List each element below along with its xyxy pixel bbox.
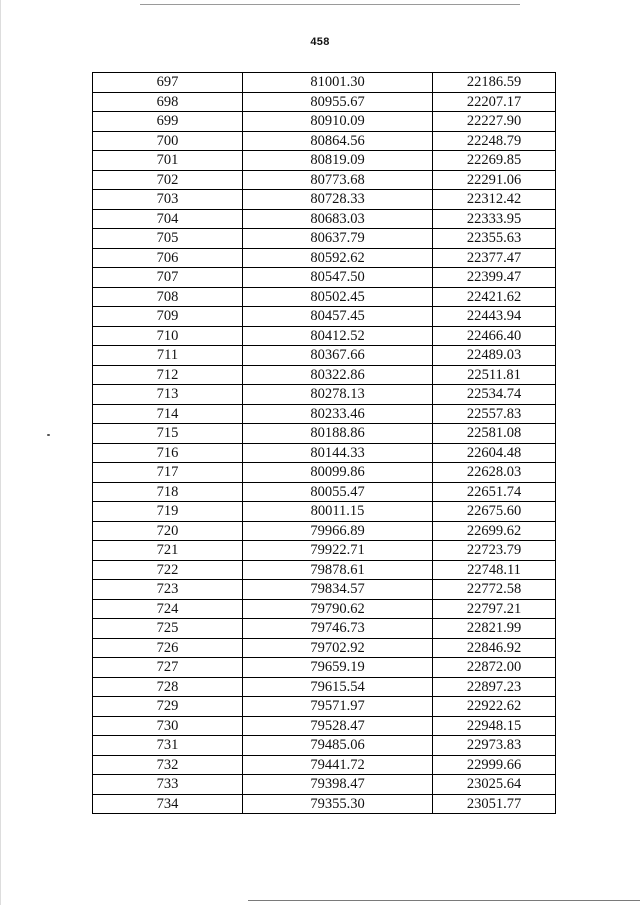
- value-a-cell: 79834.57: [243, 580, 433, 600]
- row-index-cell: 698: [93, 92, 243, 112]
- value-b-cell: 22557.83: [433, 404, 556, 424]
- scan-speck: [47, 434, 50, 436]
- table-row: [93, 112, 556, 132]
- value-a-cell: 80773.68: [243, 170, 433, 190]
- row-index-cell: 720: [93, 521, 243, 541]
- value-b-cell: 22227.90: [433, 112, 556, 132]
- value-a-cell: 80278.13: [243, 385, 433, 405]
- table-row: [93, 268, 556, 288]
- value-b-cell: 22846.92: [433, 638, 556, 658]
- value-b-cell: 22748.11: [433, 560, 556, 580]
- row-index-cell: 723: [93, 580, 243, 600]
- row-index-cell: 731: [93, 736, 243, 756]
- page-left-edge: [0, 0, 1, 905]
- table-body: [93, 73, 556, 814]
- row-index-cell: 733: [93, 775, 243, 795]
- row-index-cell: 713: [93, 385, 243, 405]
- row-index-cell: 724: [93, 599, 243, 619]
- row-index-cell: 712: [93, 365, 243, 385]
- row-index-cell: 701: [93, 151, 243, 171]
- row-index-cell: 710: [93, 326, 243, 346]
- value-b-cell: 22248.79: [433, 131, 556, 151]
- value-b-cell: 23051.77: [433, 794, 556, 814]
- value-a-cell: 80011.15: [243, 502, 433, 522]
- value-b-cell: 22377.47: [433, 248, 556, 268]
- table-row: [93, 424, 556, 444]
- value-a-cell: 80864.56: [243, 131, 433, 151]
- row-index-cell: 711: [93, 346, 243, 366]
- table-row: [93, 151, 556, 171]
- row-index-cell: 725: [93, 619, 243, 639]
- row-index-cell: 726: [93, 638, 243, 658]
- value-a-cell: 80233.46: [243, 404, 433, 424]
- row-index-cell: 732: [93, 755, 243, 775]
- value-b-cell: 22999.66: [433, 755, 556, 775]
- value-b-cell: 22333.95: [433, 209, 556, 229]
- value-b-cell: 22489.03: [433, 346, 556, 366]
- table-row: [93, 346, 556, 366]
- value-b-cell: 22421.62: [433, 287, 556, 307]
- value-b-cell: 22897.23: [433, 677, 556, 697]
- row-index-cell: 703: [93, 190, 243, 210]
- table-row: [93, 736, 556, 756]
- value-b-cell: 22723.79: [433, 541, 556, 561]
- value-a-cell: 80144.33: [243, 443, 433, 463]
- row-index-cell: 716: [93, 443, 243, 463]
- value-a-cell: 79702.92: [243, 638, 433, 658]
- value-b-cell: 22312.42: [433, 190, 556, 210]
- value-b-cell: 22511.81: [433, 365, 556, 385]
- table-row: [93, 794, 556, 814]
- value-a-cell: 80728.33: [243, 190, 433, 210]
- value-a-cell: 79790.62: [243, 599, 433, 619]
- value-b-cell: 22399.47: [433, 268, 556, 288]
- row-index-cell: 700: [93, 131, 243, 151]
- table-row: [93, 73, 556, 93]
- value-a-cell: 79398.47: [243, 775, 433, 795]
- value-b-cell: 22581.08: [433, 424, 556, 444]
- row-index-cell: 721: [93, 541, 243, 561]
- row-index-cell: 719: [93, 502, 243, 522]
- table-row: [93, 229, 556, 249]
- row-index-cell: 722: [93, 560, 243, 580]
- value-a-cell: 79922.71: [243, 541, 433, 561]
- table-row: [93, 541, 556, 561]
- table-row: [93, 599, 556, 619]
- value-a-cell: 80637.79: [243, 229, 433, 249]
- row-index-cell: 729: [93, 697, 243, 717]
- table-row: [93, 716, 556, 736]
- table-row: [93, 697, 556, 717]
- value-a-cell: 80910.09: [243, 112, 433, 132]
- row-index-cell: 718: [93, 482, 243, 502]
- value-b-cell: 22772.58: [433, 580, 556, 600]
- row-index-cell: 717: [93, 463, 243, 483]
- value-a-cell: 79355.30: [243, 794, 433, 814]
- bottom-scan-rule: [248, 900, 640, 901]
- value-b-cell: 22797.21: [433, 599, 556, 619]
- value-b-cell: 22466.40: [433, 326, 556, 346]
- table-row: [93, 385, 556, 405]
- table-row: [93, 638, 556, 658]
- value-a-cell: 79966.89: [243, 521, 433, 541]
- value-a-cell: 80547.50: [243, 268, 433, 288]
- table-row: [93, 443, 556, 463]
- table-row: [93, 131, 556, 151]
- table-row: [93, 463, 556, 483]
- value-b-cell: 22821.99: [433, 619, 556, 639]
- value-a-cell: 80592.62: [243, 248, 433, 268]
- table-row: [93, 248, 556, 268]
- table-row: [93, 307, 556, 327]
- row-index-cell: 728: [93, 677, 243, 697]
- table-row: [93, 658, 556, 678]
- value-a-cell: 79441.72: [243, 755, 433, 775]
- value-b-cell: 22973.83: [433, 736, 556, 756]
- value-a-cell: 80367.66: [243, 346, 433, 366]
- value-a-cell: 80502.45: [243, 287, 433, 307]
- value-b-cell: 22207.17: [433, 92, 556, 112]
- value-b-cell: 22651.74: [433, 482, 556, 502]
- value-a-cell: 79659.19: [243, 658, 433, 678]
- value-a-cell: 79571.97: [243, 697, 433, 717]
- value-b-cell: 22534.74: [433, 385, 556, 405]
- value-a-cell: 80188.86: [243, 424, 433, 444]
- value-b-cell: 22443.94: [433, 307, 556, 327]
- top-scan-rule: [140, 4, 520, 5]
- row-index-cell: 715: [93, 424, 243, 444]
- row-index-cell: 730: [93, 716, 243, 736]
- table-row: [93, 209, 556, 229]
- table-row: [93, 755, 556, 775]
- table-row: [93, 92, 556, 112]
- value-b-cell: 22699.62: [433, 521, 556, 541]
- row-index-cell: 709: [93, 307, 243, 327]
- data-table: [92, 72, 556, 814]
- value-a-cell: 81001.30: [243, 73, 433, 93]
- value-b-cell: 22922.62: [433, 697, 556, 717]
- value-b-cell: 22269.85: [433, 151, 556, 171]
- table-row: [93, 580, 556, 600]
- row-index-cell: 705: [93, 229, 243, 249]
- value-a-cell: 79528.47: [243, 716, 433, 736]
- value-a-cell: 79746.73: [243, 619, 433, 639]
- row-index-cell: 727: [93, 658, 243, 678]
- row-index-cell: 707: [93, 268, 243, 288]
- row-index-cell: 708: [93, 287, 243, 307]
- value-b-cell: 22948.15: [433, 716, 556, 736]
- value-b-cell: 22675.60: [433, 502, 556, 522]
- value-b-cell: 22872.00: [433, 658, 556, 678]
- value-b-cell: 22186.59: [433, 73, 556, 93]
- value-a-cell: 80955.67: [243, 92, 433, 112]
- row-index-cell: 706: [93, 248, 243, 268]
- row-index-cell: 702: [93, 170, 243, 190]
- value-a-cell: 80819.09: [243, 151, 433, 171]
- value-b-cell: 22291.06: [433, 170, 556, 190]
- row-index-cell: 704: [93, 209, 243, 229]
- row-index-cell: 699: [93, 112, 243, 132]
- table-row: [93, 287, 556, 307]
- value-b-cell: 22628.03: [433, 463, 556, 483]
- table-row: [93, 502, 556, 522]
- table-row: [93, 521, 556, 541]
- value-a-cell: 80099.86: [243, 463, 433, 483]
- row-index-cell: 734: [93, 794, 243, 814]
- row-index-cell: 697: [93, 73, 243, 93]
- table-row: [93, 775, 556, 795]
- table-row: [93, 190, 556, 210]
- value-b-cell: 23025.64: [433, 775, 556, 795]
- table-row: [93, 619, 556, 639]
- value-a-cell: 80412.52: [243, 326, 433, 346]
- table-row: [93, 482, 556, 502]
- value-a-cell: 80322.86: [243, 365, 433, 385]
- page-number: 458: [310, 36, 330, 48]
- table-row: [93, 677, 556, 697]
- value-a-cell: 79878.61: [243, 560, 433, 580]
- row-index-cell: 714: [93, 404, 243, 424]
- value-a-cell: 79615.54: [243, 677, 433, 697]
- table-row: [93, 404, 556, 424]
- table-row: [93, 560, 556, 580]
- table-row: [93, 170, 556, 190]
- value-b-cell: 22604.48: [433, 443, 556, 463]
- value-a-cell: 80683.03: [243, 209, 433, 229]
- value-a-cell: 80055.47: [243, 482, 433, 502]
- table-row: [93, 365, 556, 385]
- value-b-cell: 22355.63: [433, 229, 556, 249]
- value-a-cell: 80457.45: [243, 307, 433, 327]
- value-a-cell: 79485.06: [243, 736, 433, 756]
- table-row: [93, 326, 556, 346]
